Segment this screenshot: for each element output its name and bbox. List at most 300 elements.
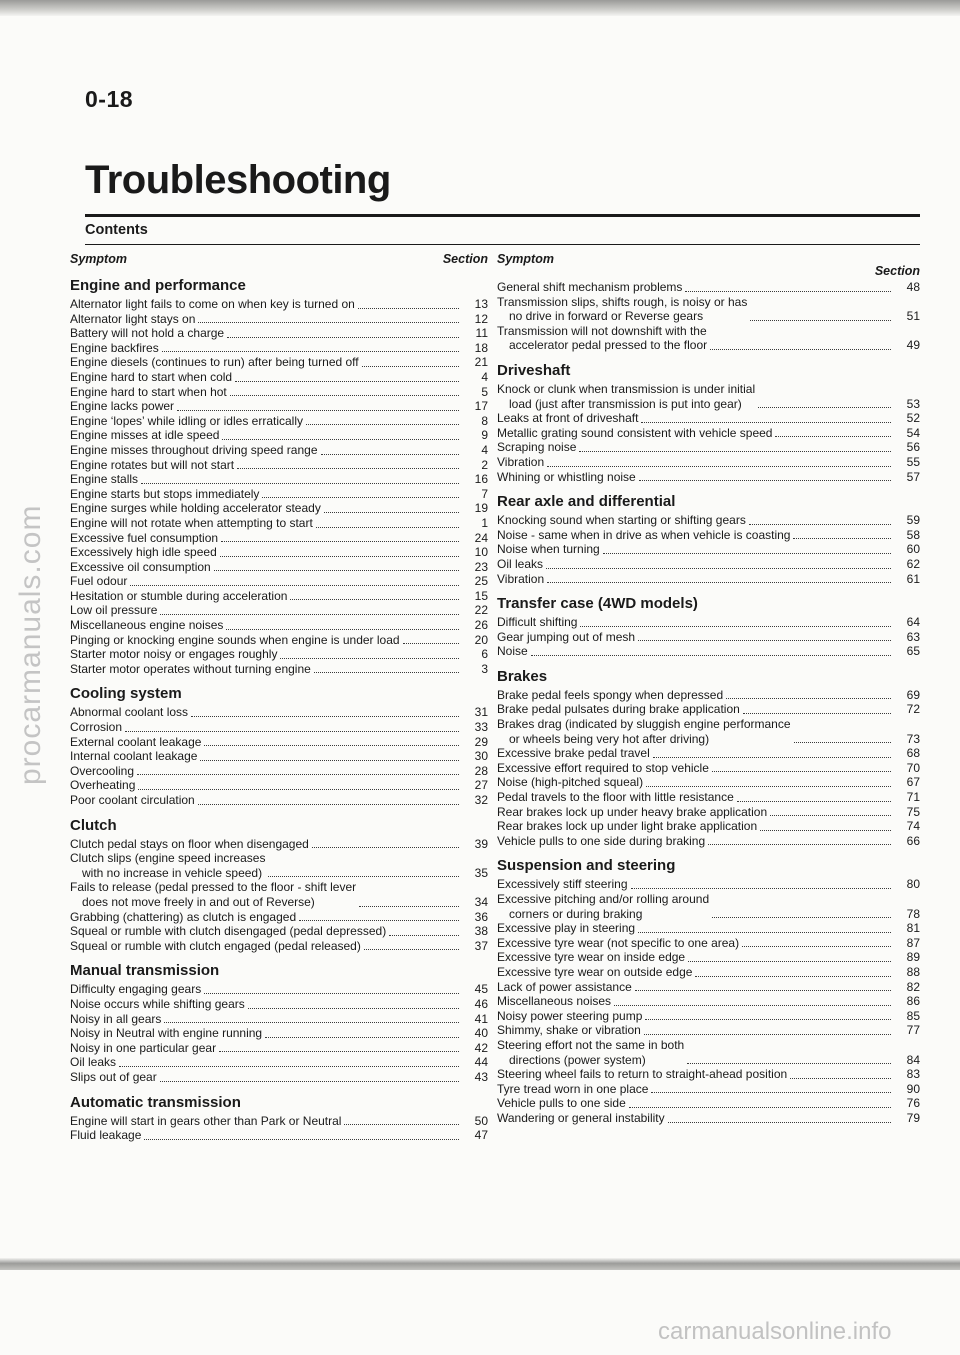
entry-text [70, 662, 311, 677]
entry-symptom: Excessive tyre wear on inside edge [497, 950, 686, 965]
dot-leader [403, 642, 459, 644]
entry-symptom: Noisy in all gears [70, 1011, 162, 1026]
entry-symptom: Clutch pedal stays on floor when disengaged [70, 836, 309, 851]
dot-leader [712, 770, 891, 772]
dot-leader [164, 1021, 459, 1023]
section-number: 20 [474, 632, 488, 647]
section-number: 90 [906, 1081, 920, 1096]
contents-entry [70, 924, 488, 939]
dot-leader [389, 934, 459, 936]
dot-leader [227, 336, 459, 338]
contents-entry [497, 717, 920, 746]
section-number: 34 [474, 894, 488, 909]
contents-entry [497, 572, 920, 587]
section-number: 67 [906, 775, 920, 790]
contents-entry [497, 892, 920, 921]
entry-symptom: Noise [497, 644, 528, 659]
entry-symptom: Engine will start in gears other than Park or Neutral [70, 1113, 342, 1128]
entry-symptom: Grabbing (chattering) as clutch is engaged [70, 909, 297, 924]
contents-entry [70, 618, 488, 633]
contents-entry [497, 411, 920, 426]
contents-section [497, 268, 920, 353]
entry-text [497, 936, 739, 951]
contents-section [70, 962, 488, 1084]
contents-entry [70, 735, 488, 750]
dot-leader [362, 365, 459, 367]
section-number: 52 [906, 411, 920, 426]
entry-symptom: Engine misses throughout driving speed range [70, 442, 318, 457]
contents-entry [70, 837, 488, 852]
section-number: 74 [906, 819, 920, 834]
entry-text [70, 458, 234, 473]
dot-leader [316, 526, 459, 528]
entry-symptom: Rear brakes lock up under light brake application [497, 819, 758, 834]
entry-symptom: Engine ‘lopes’ while idling or idles erratically [70, 413, 304, 428]
entry-symptom: Knocking sound when starting or shifting gears [497, 513, 746, 528]
section-number: 21 [474, 355, 488, 370]
contents-entry [70, 982, 488, 997]
entry-symptom: Fuel odour [70, 574, 128, 589]
contents-entry [497, 761, 920, 776]
contents-entry [70, 764, 488, 779]
section-number: 86 [906, 994, 920, 1009]
symptom-heading: Symptom [497, 252, 554, 266]
entry-text [497, 746, 650, 761]
entry-text [70, 880, 356, 909]
contents-entry [497, 921, 920, 936]
dot-leader [198, 803, 459, 805]
entry-text [70, 574, 127, 589]
contents-entry [497, 702, 920, 717]
dot-leader [580, 625, 891, 627]
contents-entry [70, 399, 488, 414]
section-number: 10 [474, 545, 488, 560]
entry-symptom-continued: no drive in forward or Reverse gears [509, 309, 704, 324]
contents-entry [70, 939, 488, 954]
entry-text [70, 749, 197, 764]
entry-symptom: Transmission slips, shifts rough, is noisy or has [497, 294, 748, 309]
dot-leader [125, 730, 459, 732]
section-number: 5 [481, 384, 488, 399]
section-number: 30 [474, 749, 488, 764]
entry-symptom: Steering effort not the same in both [497, 1037, 685, 1052]
dot-leader [635, 989, 891, 991]
section-title: Manual transmission [70, 962, 220, 980]
entry-text [497, 717, 791, 746]
entry-symptom-continued: with no increase in vehicle speed) [82, 865, 263, 880]
contents-entry [497, 980, 920, 995]
section-number: 49 [906, 338, 920, 353]
entry-symptom: Shimmy, shake or vibration [497, 1023, 641, 1038]
entry-text [70, 1128, 141, 1143]
entry-text [70, 939, 361, 954]
side-watermark: procarmanuals.com [14, 504, 47, 785]
section-title: Driveshaft [497, 361, 571, 379]
section-number: 45 [474, 982, 488, 997]
entry-text [70, 1041, 216, 1056]
section-heading: Section [442, 252, 488, 266]
contents-entry [70, 501, 488, 516]
dot-leader [685, 290, 891, 292]
section-number: 36 [474, 909, 488, 924]
entry-text [497, 382, 755, 411]
dot-leader [358, 307, 459, 309]
section-number: 26 [474, 618, 488, 633]
section-number: 40 [474, 1026, 488, 1041]
section-number: 84 [906, 1052, 920, 1067]
section-number: 88 [906, 964, 920, 979]
contents-entry [497, 644, 920, 659]
contents-entry [70, 341, 488, 356]
section-number: 69 [906, 687, 920, 702]
contents-entry [70, 355, 488, 370]
section-number: 60 [906, 542, 920, 557]
contents-entry [70, 297, 488, 312]
entry-symptom: Rear brakes lock up under heavy brake application [497, 804, 768, 819]
contents-entry [497, 455, 920, 470]
entry-text [497, 834, 705, 849]
section-number: 43 [474, 1069, 488, 1084]
contents-section [70, 277, 488, 676]
dot-leader [364, 948, 459, 950]
entry-symptom: Vibration [497, 454, 545, 469]
entry-symptom: Fluid leakage [70, 1128, 142, 1143]
entry-text [497, 805, 767, 820]
section-number: 48 [906, 280, 920, 294]
dot-leader [299, 919, 459, 921]
entry-symptom-continued: does not move freely in and out of Reverse) [82, 894, 315, 909]
section-number: 57 [906, 469, 920, 484]
contents-column-left [70, 250, 488, 1143]
entry-symptom: Excessive fuel consumption [70, 530, 219, 545]
entry-text [70, 443, 318, 458]
contents-entry [70, 487, 488, 502]
contents-entry [70, 428, 488, 443]
entry-symptom: Tyre tread worn in one place [497, 1081, 649, 1096]
dot-leader [603, 552, 891, 554]
section-number: 33 [474, 720, 488, 735]
section-number: 4 [481, 369, 488, 384]
section-number: 56 [906, 440, 920, 455]
contents-section [497, 595, 920, 659]
section-heading: Section [874, 264, 920, 278]
entry-symptom: Overcooling [70, 763, 135, 778]
dot-leader [268, 875, 459, 877]
dot-leader [695, 975, 891, 977]
entry-text [497, 630, 635, 645]
entry-symptom: Difficulty engaging gears [70, 982, 202, 997]
section-number: 58 [906, 527, 920, 542]
section-number: 78 [906, 906, 920, 921]
entry-symptom: Metallic grating sound consistent with vehicle speed [497, 425, 773, 440]
entry-symptom: Squeal or rumble with clutch engaged (pedal released) [70, 938, 361, 953]
entry-symptom: Alternator light stays on [70, 311, 196, 326]
dot-leader [220, 555, 459, 557]
contents-entry [497, 877, 920, 892]
dot-leader [790, 1077, 891, 1079]
entry-text [70, 633, 400, 648]
entry-symptom: Starter motor operates without turning engine [70, 661, 311, 676]
contents-entry [497, 630, 920, 645]
entry-text [70, 385, 227, 400]
dot-leader [639, 479, 891, 481]
dot-leader [235, 380, 459, 382]
entry-text [497, 877, 628, 892]
entry-text [70, 589, 287, 604]
entry-symptom: Excessive tyre wear on outside edge [497, 964, 693, 979]
dot-leader [137, 773, 459, 775]
entry-text [497, 1009, 642, 1024]
section-number: 87 [906, 935, 920, 950]
entry-symptom: Engine backfires [70, 340, 159, 355]
entry-symptom-continued: corners or during braking [509, 906, 643, 921]
entry-text [70, 793, 195, 808]
contents-entry [497, 950, 920, 965]
contents-entry [70, 880, 488, 909]
section-number: 79 [906, 1110, 920, 1125]
entry-text [70, 647, 277, 662]
dot-leader [290, 598, 459, 600]
dot-leader [312, 846, 459, 848]
entry-text [70, 1012, 161, 1027]
entry-symptom: Corrosion [70, 720, 123, 735]
contents-section [497, 362, 920, 484]
section-title: Automatic transmission [70, 1093, 241, 1111]
contents-entry [497, 1009, 920, 1024]
entry-symptom: Wandering or general instability [497, 1110, 665, 1125]
scan-edge-top [0, 0, 960, 16]
entry-text [70, 501, 321, 516]
entry-text [70, 472, 138, 487]
dot-leader [230, 394, 459, 396]
dot-leader [222, 438, 459, 440]
entry-text [497, 615, 577, 630]
section-number: 62 [906, 556, 920, 571]
entry-text [70, 414, 303, 429]
section-number: 3 [481, 661, 488, 676]
entry-text [70, 982, 201, 997]
dot-leader [280, 657, 459, 659]
entry-symptom: Vibration [497, 571, 545, 586]
dot-leader [160, 1080, 459, 1082]
dot-leader [579, 450, 891, 452]
entry-text [497, 280, 682, 295]
section-title: Rear axle and differential [497, 493, 676, 511]
dot-leader [775, 435, 891, 437]
contents-entry [497, 994, 920, 1009]
entry-symptom: Battery will not hold a charge [70, 326, 225, 341]
contents-entry [70, 778, 488, 793]
contents-entry [497, 936, 920, 951]
entry-text [70, 355, 359, 370]
contents-entry [497, 440, 920, 455]
section-number: 80 [906, 877, 920, 892]
entry-text [70, 1070, 157, 1085]
entry-symptom: Gear jumping out of mesh [497, 629, 636, 644]
entry-text [497, 702, 740, 717]
contents-entry [70, 851, 488, 880]
section-number: 8 [481, 413, 488, 428]
dot-leader [191, 715, 459, 717]
section-number: 15 [474, 588, 488, 603]
entry-symptom: Vehicle pulls to one side [497, 1096, 626, 1111]
dot-leader [262, 496, 459, 498]
bottom-watermark: carmanualsonline.info [658, 1318, 892, 1345]
section-number: 70 [906, 760, 920, 775]
entry-symptom: Noise occurs while shifting gears [70, 996, 245, 1011]
contents-section [497, 493, 920, 586]
page-title: Troubleshooting [85, 158, 391, 202]
contents-section [70, 685, 488, 807]
entry-text [497, 411, 638, 426]
contents-entry [70, 589, 488, 604]
section-number: 38 [474, 924, 488, 939]
entry-symptom: Oil leaks [70, 1055, 117, 1070]
contents-entry [70, 545, 488, 560]
contents-entry [70, 560, 488, 575]
contents-entry [70, 1055, 488, 1070]
section-number: 77 [906, 1023, 920, 1038]
dot-leader [321, 453, 460, 455]
section-title: Suspension and steering [497, 857, 676, 875]
entry-symptom: Noisy in Neutral with engine running [70, 1026, 263, 1041]
dot-leader [547, 581, 891, 583]
entry-symptom: Excessive play in steering [497, 921, 636, 936]
column-header [70, 250, 488, 268]
contents-entry [497, 1111, 920, 1126]
entry-text [497, 1082, 648, 1097]
entry-text [497, 557, 543, 572]
section-number: 24 [474, 530, 488, 545]
entry-text [497, 994, 611, 1009]
section-number: 64 [906, 615, 920, 630]
section-number: 1 [481, 515, 488, 530]
contents-entry [70, 516, 488, 531]
entry-symptom: Noise when turning [497, 542, 600, 557]
contents-section [70, 817, 488, 954]
dot-leader [204, 992, 459, 994]
entry-symptom: Engine hard to start when hot [70, 384, 227, 399]
dot-leader [646, 785, 891, 787]
dot-leader [138, 788, 459, 790]
entry-symptom: Engine surges while holding accelerator steady [70, 501, 321, 516]
contents-entry [497, 805, 920, 820]
contents-entry [70, 705, 488, 720]
dot-leader [726, 697, 891, 699]
section-number: 89 [906, 950, 920, 965]
entry-symptom: Clutch slips (engine speed increases [70, 851, 266, 866]
dot-leader [531, 654, 891, 656]
entry-symptom: Difficult shifting [497, 615, 578, 630]
entry-symptom: Engine hard to start when cold [70, 369, 233, 384]
dot-leader [265, 1036, 459, 1038]
dot-leader [130, 584, 459, 586]
entry-text [497, 790, 734, 805]
dot-leader [645, 1018, 891, 1020]
dot-leader [160, 613, 459, 615]
section-number: 13 [474, 297, 488, 311]
section-title: Clutch [70, 816, 117, 834]
contents-entry [497, 688, 920, 703]
entry-symptom-continued: directions (power system) [509, 1052, 646, 1067]
dot-leader [198, 321, 459, 323]
contents-entry [70, 793, 488, 808]
entry-text [70, 531, 218, 546]
entry-symptom: General shift mechanism problems [497, 280, 683, 294]
contents-entry [497, 470, 920, 485]
entry-text [497, 426, 772, 441]
section-number: 50 [474, 1113, 488, 1128]
contents-entry [497, 542, 920, 557]
contents-entry [70, 1026, 488, 1041]
dot-leader [248, 1007, 459, 1009]
dot-leader [226, 628, 459, 630]
entry-symptom: Engine lacks power [70, 399, 175, 414]
contents-entry [70, 531, 488, 546]
section-number: 81 [906, 921, 920, 936]
dot-leader [668, 1121, 891, 1123]
dot-leader [344, 1123, 459, 1125]
entry-symptom: Steering wheel fails to return to straight-ahead position [497, 1067, 788, 1082]
dot-leader [177, 409, 459, 411]
entry-symptom: External coolant leakage [70, 734, 202, 749]
contents-entry [70, 414, 488, 429]
section-number: 51 [906, 309, 920, 324]
dot-leader [219, 1050, 459, 1052]
section-number: 29 [474, 734, 488, 749]
contents-rule [85, 244, 920, 245]
dot-leader [641, 421, 891, 423]
contents-entry [497, 513, 920, 528]
section-title: Engine and performance [70, 277, 246, 294]
entry-text [70, 735, 201, 750]
contents-entry [70, 458, 488, 473]
dot-leader [638, 931, 891, 933]
entry-text [70, 297, 355, 312]
section-number: 11 [475, 326, 488, 341]
section-number: 61 [906, 571, 920, 586]
dot-leader [712, 916, 891, 918]
dot-leader [749, 523, 891, 525]
section-number: 7 [481, 486, 488, 501]
entry-symptom: Brake pedal pulsates during brake application [497, 702, 740, 717]
entry-text [497, 980, 632, 995]
section-number: 85 [906, 1008, 920, 1023]
contents-entry [70, 326, 488, 341]
dot-leader [737, 800, 891, 802]
section-number: 6 [481, 647, 488, 662]
dot-leader [546, 567, 891, 569]
entry-text [497, 921, 635, 936]
entry-text [70, 1055, 116, 1070]
dot-leader [144, 1138, 459, 1140]
entry-text [497, 513, 746, 528]
dot-leader [743, 712, 891, 714]
entry-symptom: Excessively high idle speed [70, 545, 217, 560]
entry-symptom: Engine will not rotate when attempting to start [70, 515, 313, 530]
contents-entry [497, 295, 920, 324]
section-number: 41 [474, 1011, 488, 1026]
entry-symptom: Slips out of gear [70, 1069, 157, 1084]
entry-symptom: Whining or whistling noise [497, 469, 636, 484]
entry-symptom: Engine starts but stops immediately [70, 486, 260, 501]
entry-text [497, 1067, 787, 1082]
entry-text [70, 778, 135, 793]
section-number: 82 [906, 979, 920, 994]
dot-leader [760, 829, 891, 831]
contents-entry [497, 1023, 920, 1038]
section-number: 47 [474, 1128, 488, 1143]
